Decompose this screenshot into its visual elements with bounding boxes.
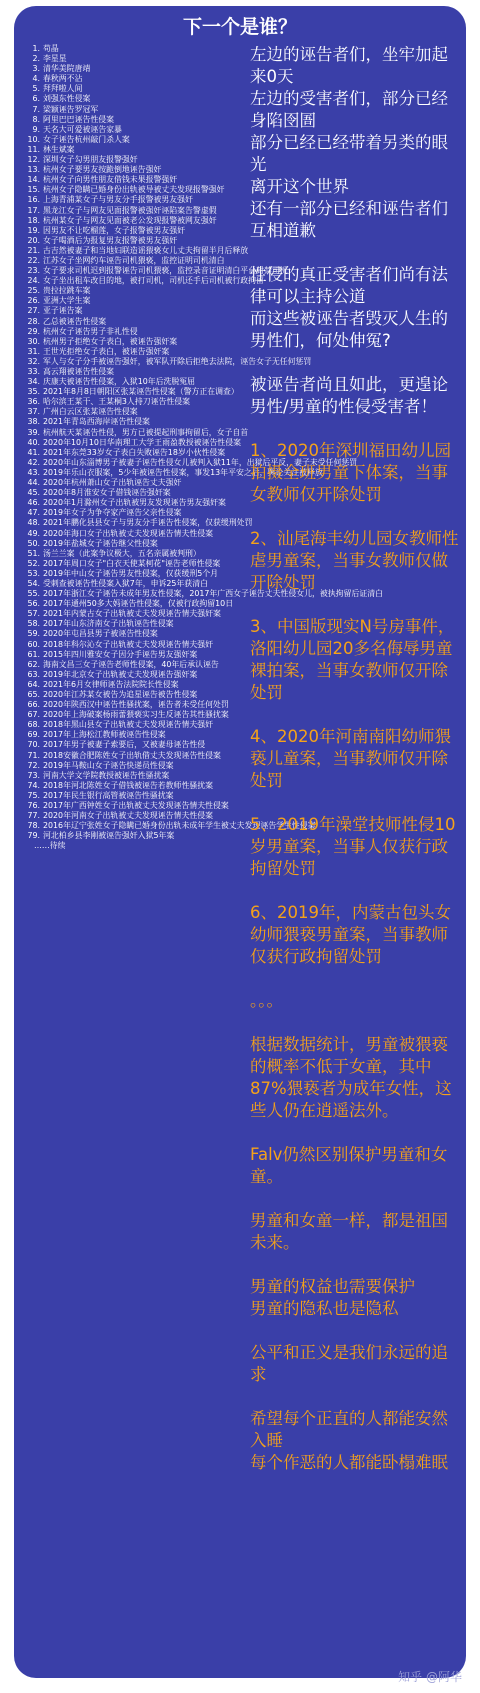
case-item xyxy=(20,821,316,831)
case-number: 53. xyxy=(27,568,40,578)
commentary-paragraph: 左边的受害者们，部分已经身陷囹圄 xyxy=(250,89,448,130)
paragraph-spacer xyxy=(250,1188,460,1210)
case-item xyxy=(20,448,238,458)
case-number: 75. xyxy=(27,790,40,800)
case-number: 67. xyxy=(27,710,40,720)
case-text: 李星星 xyxy=(43,54,67,64)
paragraph-spacer xyxy=(250,1320,460,1342)
case-number: 37. xyxy=(27,407,40,417)
case-text: 汤兰兰案（此案争议极大，五名亲属被判刑） xyxy=(43,548,201,558)
case-number: 39. xyxy=(27,427,40,437)
case-item xyxy=(20,569,238,579)
case-text: 河北柏乡县李刚被诬告强奸入狱5年案 xyxy=(43,831,175,841)
case-item xyxy=(20,710,238,720)
case-text: 2020年山东淄博男子被妻子诬告性侵女儿被判入狱11年，出狱后平反，妻子未受任何惩罚 xyxy=(43,457,358,467)
case-item xyxy=(20,791,238,801)
case-item xyxy=(20,276,264,286)
case-item xyxy=(20,195,238,205)
case-number: 18. xyxy=(27,215,40,225)
case-text: 杭州男子拒绝女子表白，被诬告强奸案 xyxy=(43,336,178,346)
case-text: 2020年上海破案杨雨蕾猥亵实习生反诬告其性骚扰案 xyxy=(43,710,229,720)
case-text: 2021年鹏化县县女子与男友分手诬告性侵案，仅获缓刑处罚 xyxy=(43,518,253,528)
case-item xyxy=(20,407,238,417)
case-number: 29. xyxy=(27,326,40,336)
case-text: 庆康夫被诬告性侵案，入狱10年后洗脱冤屈 xyxy=(43,377,196,387)
case-number: 47. xyxy=(27,508,40,518)
case-item xyxy=(20,629,238,639)
commentary-paragraph: 2、汕尾海丰幼儿园女教师性虐男童案，当事女教师仅做开除处罚 xyxy=(250,529,459,592)
paragraph-spacer xyxy=(250,1012,460,1034)
commentary-paragraph: Falv仍然区别保护男童和女童。 xyxy=(250,1145,448,1186)
commentary-paragraph: 公平和正义是我们永远的追求 xyxy=(250,1343,448,1384)
case-item xyxy=(20,185,238,195)
case-number: 63. xyxy=(27,669,40,679)
case-item xyxy=(20,529,238,539)
case-item xyxy=(20,498,238,508)
case-text: 杭州女子要男友按跪倒地诬告强奸 xyxy=(43,165,162,175)
paragraph-spacer xyxy=(250,968,460,990)
case-item xyxy=(20,589,384,599)
case-text: 受刺查被诬告性侵案入狱7年，申诉25年获清白 xyxy=(43,578,208,588)
commentary-paragraph: 性侵的真正受害者们尚有法律可以主持公道 xyxy=(250,265,448,306)
case-item xyxy=(20,457,358,468)
case-number: 25. xyxy=(27,286,40,296)
case-text: 春秋两不沾 xyxy=(43,74,83,84)
case-text: 2021年内蒙古女子出轨被丈夫发现诬告情夫强奸案 xyxy=(43,609,221,619)
case-number: 12. xyxy=(27,155,40,165)
commentary-paragraph: 6、2019年，内蒙古包头女幼师猥亵男童案，当事教师仅获行政拘留处罚 xyxy=(250,903,451,966)
case-text: 海南文昌三女子诬告老师性侵案，40年后承认诬告 xyxy=(43,659,219,669)
case-number: 8. xyxy=(32,114,40,124)
case-number: 20. xyxy=(27,235,40,245)
commentary-paragraph: 被诬告者尚且如此，更遑论男性/男童的性侵受害者！ xyxy=(250,375,448,416)
case-number: 79. xyxy=(27,831,40,841)
case-text: 林生斌案 xyxy=(43,144,75,154)
case-text: 女子诬告杭州敲门杀人案 xyxy=(43,134,130,144)
case-number: 50. xyxy=(27,538,40,548)
case-text: 2015年四川雅安女子因分手诬告男友强奸案 xyxy=(43,649,198,659)
case-text: 深圳女子勾男朋友报警强奸 xyxy=(43,155,138,165)
case-text: 刘强东性侵案 xyxy=(43,94,91,104)
case-number: 40. xyxy=(27,437,40,447)
case-item xyxy=(20,478,238,488)
case-text: 高云翔被诬告性侵案 xyxy=(43,367,115,376)
case-number: 69. xyxy=(27,730,40,740)
case-text: 乙总被诬告性侵案 xyxy=(43,316,107,326)
case-text: 亚洲大学生案 xyxy=(43,296,91,306)
case-text: 2019年乐山衣服案，5少年被诬告性侵案，事发13年平安之后，舆论关注被释放 xyxy=(43,467,323,477)
case-item xyxy=(20,811,238,821)
case-text: 王世光拒绝女子表白，被诬告强奸案 xyxy=(43,346,170,356)
case-text: 拜拜啦人间 xyxy=(43,84,83,94)
commentary-paragraph: 。。。 xyxy=(250,991,283,1010)
case-text: 2017年山东济南女子出轨诬告性侵案 xyxy=(43,619,174,629)
commentary-paragraph: 左边的诬告者们，坐牢加起来0天 xyxy=(250,45,448,86)
case-item xyxy=(20,609,238,619)
case-number: 35. xyxy=(27,387,40,397)
case-number: 38. xyxy=(27,417,40,427)
case-number: 68. xyxy=(27,720,40,730)
case-item xyxy=(20,327,238,337)
case-number: 56. xyxy=(27,599,40,609)
case-item xyxy=(20,740,238,750)
case-text: 女子喝酒后为报复男友报警被男友强奸 xyxy=(43,235,178,245)
case-number: 33. xyxy=(27,367,40,376)
commentary-paragraph: 男童的权益也需要保护 xyxy=(250,1277,415,1296)
case-number: 73. xyxy=(27,770,40,780)
case-item xyxy=(20,579,238,589)
case-number: 36. xyxy=(27,397,40,407)
case-item xyxy=(20,559,238,569)
case-item xyxy=(20,508,238,518)
case-number: 44. xyxy=(27,478,40,488)
case-number: 34. xyxy=(27,377,40,387)
case-number: 15. xyxy=(27,185,40,195)
case-item xyxy=(20,256,238,266)
case-item xyxy=(20,216,238,226)
commentary-column xyxy=(250,44,460,1474)
commentary-paragraph: 离开这个世界 xyxy=(250,177,349,196)
case-text: 2019年女子为争夺家产诬告父亲性侵案 xyxy=(43,508,182,518)
paragraph-spacer xyxy=(250,506,460,528)
case-number: 54. xyxy=(27,578,40,588)
case-text: 2020年河南女子出轨被丈夫发现诬告情夫性侵案 xyxy=(43,811,214,821)
case-text: 2017年广西钟姓女子出轨被丈夫发现诬告情夫性侵案 xyxy=(43,801,229,811)
commentary-paragraph: 每个作恶的人都能卧榻难眠 xyxy=(250,1453,448,1472)
case-item xyxy=(20,317,238,327)
case-number: 3. xyxy=(32,64,40,74)
case-number: 61. xyxy=(27,649,40,659)
case-item xyxy=(20,761,238,771)
case-item xyxy=(20,539,238,549)
case-item xyxy=(20,660,238,670)
case-text: 2021年东莞33岁女子表白失败诬告18岁小伙性侵案 xyxy=(43,447,226,457)
case-text: 2019年北京女子出轨被丈夫发现诬告强奸案 xyxy=(43,669,198,679)
case-text: 广州白云区张某诬告性侵案 xyxy=(43,407,138,417)
case-text: 2020年屯昌县男子被诬告性侵案 xyxy=(43,629,158,639)
paragraph-spacer xyxy=(250,1254,460,1276)
commentary-paragraph: 3、中国版现实N号房事件，洛阳幼儿园20多名侮辱男童裸拍案，当事女教师仅开除处罚 xyxy=(250,617,455,702)
case-text: 杭州女子向男性朋友借钱未果报警强奸 xyxy=(43,175,178,185)
case-number: 9. xyxy=(32,124,40,134)
paragraph-spacer xyxy=(250,1122,460,1144)
commentary-paragraph: 部分已经已经带着另类的眼光 xyxy=(250,133,448,174)
case-number: 70. xyxy=(27,740,40,750)
case-number: 71. xyxy=(27,750,40,760)
case-text: 2020年杭州萧山女子出轨诬告丈夫强奸 xyxy=(43,478,182,488)
case-number: 22. xyxy=(27,255,40,265)
case-number: 49. xyxy=(27,528,40,538)
paragraph-spacer xyxy=(250,242,460,264)
case-text: 女子要求司机迟到报警诬告司机猥亵，监控录音证明清白平台封禁司机 xyxy=(43,266,288,276)
case-item xyxy=(20,175,238,185)
more-text: ……待续 xyxy=(34,841,66,851)
case-item xyxy=(20,670,238,680)
case-item xyxy=(20,690,238,700)
case-item xyxy=(20,831,238,841)
case-text: 2020年陕西汉中诬告性骚扰案，诬告者未受任何处罚 xyxy=(43,700,229,710)
case-item xyxy=(20,105,238,115)
case-number: 14. xyxy=(27,175,40,185)
case-text: 2020年1月滁州女子出轨被男友发现诬告男友强奸案 xyxy=(43,498,226,508)
case-item xyxy=(20,518,253,528)
paragraph-spacer xyxy=(250,704,460,726)
case-item xyxy=(20,206,238,216)
case-item xyxy=(20,367,238,377)
case-item xyxy=(20,226,238,236)
case-text: 2020年海口女子出轨被丈夫发现诬告情夫性侵案 xyxy=(43,528,214,538)
case-item xyxy=(20,650,238,660)
case-number: 2. xyxy=(32,54,40,64)
case-text: 2018安徽合肥陈姓女子出轨借丈夫发现诬告性侵案 xyxy=(43,750,221,760)
case-item xyxy=(20,155,238,165)
case-number: 19. xyxy=(27,225,40,235)
case-number: 42. xyxy=(27,457,40,467)
commentary-paragraph: 5、2019年澡堂技师性侵10岁男童案，当事人仅获行政拘留处罚 xyxy=(250,815,456,878)
case-item xyxy=(20,549,238,559)
case-number: 31. xyxy=(27,346,40,356)
case-item xyxy=(20,599,238,609)
watermark: 知乎 @阿华 xyxy=(398,1670,462,1684)
case-item xyxy=(20,236,238,246)
case-number: 5. xyxy=(32,84,40,94)
case-number: 10. xyxy=(27,134,40,144)
case-item xyxy=(20,337,238,347)
case-number: 58. xyxy=(27,619,40,629)
case-number: 74. xyxy=(27,780,40,790)
case-item xyxy=(20,700,238,710)
case-text: 2018年黑山县女子出轨被丈夫发现诬告情夫强奸 xyxy=(43,720,214,730)
case-item xyxy=(20,680,238,690)
commentary-paragraph: 根据数据统计，男童被猥亵的概率不低于女童，其中87%猥亵者为成年女性，这些人仍在逍遥法外。 xyxy=(250,1035,452,1120)
case-text: 贵拉拉跳车案 xyxy=(43,286,91,296)
case-text: 2020年10月10日华南理工大学王雨盈教授被诬告性侵案 xyxy=(43,437,241,447)
case-item xyxy=(20,720,238,730)
case-item xyxy=(20,135,238,145)
case-item xyxy=(20,296,238,306)
poster-card xyxy=(14,6,466,1678)
case-item xyxy=(20,245,249,256)
paragraph-spacer xyxy=(250,1386,460,1408)
case-text: 因男友不让吃榴莲，女子报警被男友强奸 xyxy=(43,225,186,235)
case-number: 76. xyxy=(27,801,40,811)
case-text: 2017年上海松江教师被诬告性侵案 xyxy=(43,730,166,740)
case-text: 2017年周口女子"白衣天使某柯花"诬告老师性侵案 xyxy=(43,558,221,568)
case-item xyxy=(20,286,238,296)
case-number: 57. xyxy=(27,609,40,619)
case-item xyxy=(20,771,238,781)
case-text: 2017年浙江女子诬告未成年男友性侵案，2017年广西女子诬告丈夫性侵女儿，被执拘留后证清白 xyxy=(43,589,384,599)
case-number: 52. xyxy=(27,558,40,568)
paragraph-spacer xyxy=(250,880,460,902)
case-text: 2021年青岛西海岸诬告性侵案 xyxy=(43,417,150,427)
case-text: 2019年盐城女子诬告继父性侵案 xyxy=(43,538,158,548)
paragraph-spacer xyxy=(250,352,460,374)
case-text: 梁颖诬告罗冠军 xyxy=(43,104,99,114)
case-text: 杭州女子隐瞒已婚身份出轨被导被丈夫发现报警强奸 xyxy=(43,185,225,195)
case-text: 江苏女子坐网约车诬告司机猥亵，监控证明司机清白 xyxy=(43,255,225,265)
case-item xyxy=(20,74,238,84)
case-number: 28. xyxy=(27,316,40,326)
case-text: 清华美院唐靖 xyxy=(43,64,91,74)
case-text: 2017年通州50多大妈诬告性侵案，仅被行政拘留10日 xyxy=(43,599,234,609)
case-item xyxy=(20,94,238,104)
case-text: 2016年辽宁张姓女子隐瞒已婚身份出轨未成年学生被丈夫发现诬告学生性侵案 xyxy=(43,821,316,831)
case-item xyxy=(20,751,238,761)
case-text: 2021年6月女律师诬告法院院长性侵案 xyxy=(43,679,179,689)
case-number: 60. xyxy=(27,639,40,649)
commentary-paragraph: 希望每个正直的人都能安然入睡 xyxy=(250,1409,448,1450)
case-number: 7. xyxy=(32,104,40,114)
case-item xyxy=(20,356,312,367)
case-text: 天名大可爱被诬告家暴 xyxy=(43,124,122,134)
commentary-paragraph: 4、2020年河南南阳幼师猥亵儿童案，当事教师仅开除处罚 xyxy=(250,727,451,790)
case-number: 24. xyxy=(27,276,40,286)
commentary-paragraph: 1、2020年深圳福田幼儿园拍摄全班男童下体案，当事女教师仅开除处罚 xyxy=(250,441,451,504)
case-item xyxy=(20,125,238,135)
case-number: 30. xyxy=(27,336,40,346)
poster-title: 下一个是谁？ xyxy=(182,16,297,38)
case-number: 6. xyxy=(32,94,40,104)
case-number: 27. xyxy=(27,306,40,316)
case-text: 2018年河北陈姓女子借钱被诬告若教师性骚扰案 xyxy=(43,780,214,790)
case-item xyxy=(20,266,288,276)
case-text: 河南大学文学院教授被诬告性骚扰案 xyxy=(43,770,170,780)
case-item xyxy=(20,165,238,175)
commentary-paragraph: 还有一部分已经和诬告者们互相道歉 xyxy=(250,199,448,240)
case-number: 1. xyxy=(32,44,40,53)
case-number: 55. xyxy=(27,589,40,599)
case-text: 2019年中山女子诬告男友性侵案，仅获缓刑5个月 xyxy=(43,568,219,578)
case-number: 32. xyxy=(27,356,40,366)
case-item xyxy=(20,397,238,407)
case-item xyxy=(20,437,241,448)
case-text: 杭州某女子与网友见面被老公发现报警被网友强奸 xyxy=(43,215,217,225)
case-text: 2019年马鞍山女子诬告快递员性侵案 xyxy=(43,760,174,770)
case-text: 2017年民生银行高管被诬告性骚扰案 xyxy=(43,790,174,800)
case-item xyxy=(20,801,238,811)
case-number: 13. xyxy=(27,165,40,175)
commentary-paragraph: 而这些被诬告者毁灭人生的男性们，何处伸冤? xyxy=(250,309,448,350)
case-text: 2020年江苏某女被告为追星诬告被告性侵案 xyxy=(43,690,198,699)
case-text: 军人与女子分手被诬告强奸，被军队开除后拒绝去法院，诬告女子无任何惩罚 xyxy=(43,356,312,366)
case-number: 21. xyxy=(27,245,40,255)
paragraph-spacer xyxy=(250,594,460,616)
paragraph-spacer xyxy=(250,792,460,814)
case-text: 黑龙江女子与网友见面报警被强奸诬陷案告警虚假 xyxy=(43,205,217,215)
case-number: 45. xyxy=(27,488,40,498)
case-number: 59. xyxy=(27,629,40,639)
case-item xyxy=(20,306,238,316)
case-number: 4. xyxy=(32,74,40,84)
case-number: 51. xyxy=(27,548,40,558)
case-item xyxy=(20,115,238,125)
case-text: 哈尔滨王某干、王某桐3人持刀诬告性侵案 xyxy=(43,397,191,407)
case-text: 古吉然被妻子和当地妇联造谣猥亵女儿丈夫拘留半月后释放 xyxy=(43,245,249,255)
case-item xyxy=(20,347,238,357)
case-item xyxy=(20,488,238,498)
case-number: 48. xyxy=(27,518,40,528)
case-number: 64. xyxy=(27,679,40,689)
case-item xyxy=(20,640,238,650)
case-item xyxy=(20,64,238,74)
case-text: 杭州女子诬告男子非礼性侵 xyxy=(43,326,138,336)
case-item xyxy=(20,145,238,155)
case-text: 阿里巴巴诬告性侵案 xyxy=(43,114,115,124)
case-item xyxy=(20,467,323,478)
case-number: 11. xyxy=(27,144,40,154)
case-text: 苟晶 xyxy=(43,44,59,53)
case-item xyxy=(20,781,238,791)
case-text: 杭州航天某诬告性侵，男方已被提起刑事拘留后，女子自首 xyxy=(43,427,249,437)
case-number: 17. xyxy=(27,205,40,215)
case-item xyxy=(20,84,238,94)
case-number: 78. xyxy=(27,821,40,831)
case-item xyxy=(20,619,238,629)
case-text: 上海青浦某女子与男友分手报警被男友强奸 xyxy=(43,195,193,205)
case-number: 62. xyxy=(27,659,40,669)
case-number: 43. xyxy=(27,467,40,477)
case-number: 65. xyxy=(27,690,40,699)
commentary-paragraph: 男童和女童一样，都是祖国未来。 xyxy=(250,1211,448,1252)
case-number: 26. xyxy=(27,296,40,306)
case-item xyxy=(20,44,238,54)
case-text: 亚子诬告案 xyxy=(43,306,83,316)
case-number: 41. xyxy=(27,447,40,457)
case-item xyxy=(20,427,249,438)
case-text: 2021年8月8日朝阳区张某诬告性侵案（警方正在调查） xyxy=(43,387,239,397)
case-number: 16. xyxy=(27,195,40,205)
commentary-paragraph: 男童的隐私也是隐私 xyxy=(250,1299,399,1318)
case-text: 2020年8月淮安女子借钱诬告强奸案 xyxy=(43,488,171,498)
case-item xyxy=(20,387,238,397)
case-number: 46. xyxy=(27,498,40,508)
case-text: 女子坐出租车改目的地，被打司机，司机还手后司机被行政拘留 xyxy=(43,276,264,286)
case-item xyxy=(20,730,238,740)
case-item xyxy=(20,54,238,64)
case-text: 2018年科尔沁女子出轨被丈夫发现诬告情夫强奸 xyxy=(43,639,214,649)
paragraph-spacer xyxy=(250,418,460,440)
case-number: 77. xyxy=(27,811,40,821)
case-text: 2017年男子被妻子索要后，又被妻母诬告性侵 xyxy=(43,740,206,750)
case-item xyxy=(20,417,238,427)
case-number: 23. xyxy=(27,266,40,276)
case-item xyxy=(20,377,238,387)
case-number: 66. xyxy=(27,700,40,710)
case-number: 72. xyxy=(27,760,40,770)
